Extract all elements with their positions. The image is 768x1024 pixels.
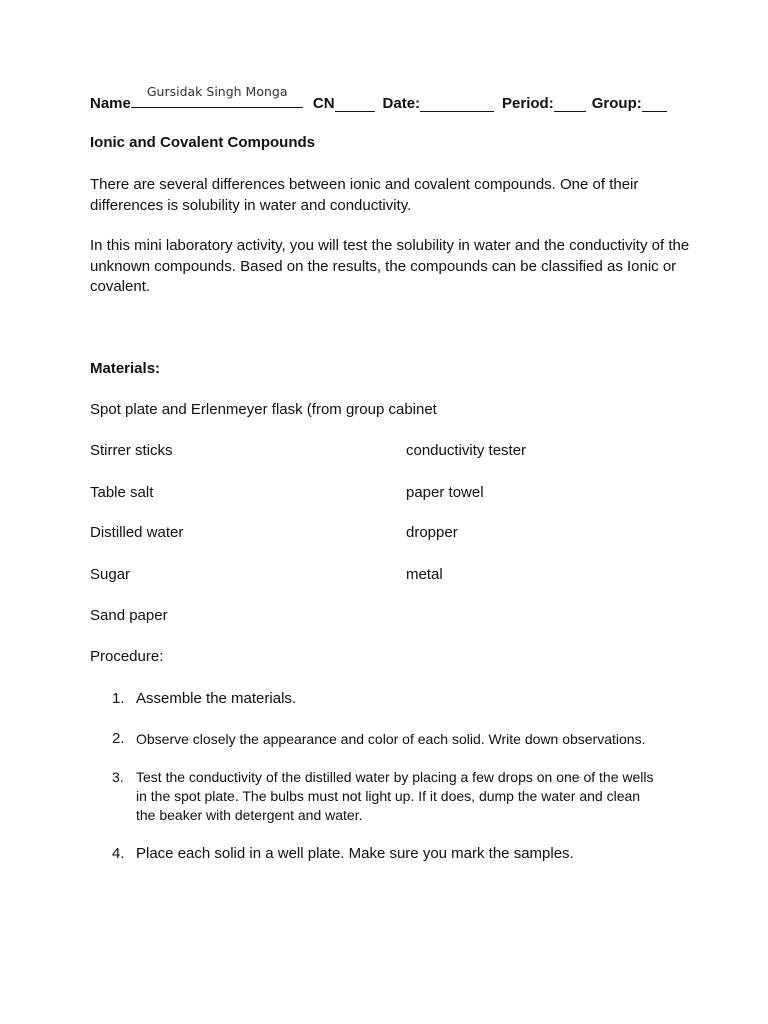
period-label: Period:	[502, 95, 554, 112]
material-item: metal	[406, 566, 443, 583]
material-item: Sand paper	[90, 607, 168, 624]
procedure-heading: Procedure:	[90, 648, 164, 665]
worksheet-title: Ionic and Covalent Compounds	[90, 134, 316, 151]
procedure-step	[112, 689, 672, 708]
materials-first-line: Spot plate and Erlenmeyer flask (from group cabinet	[90, 401, 437, 418]
cn-label: CN	[312, 95, 335, 112]
material-item: Sugar	[90, 566, 131, 583]
step-text: Observe closely the appearance and color of each solid. Write down observations.	[136, 731, 646, 747]
step-number: 3.	[112, 769, 124, 785]
period-blank[interactable]	[554, 97, 586, 112]
step-text: Place each solid in a well plate. Make sure you mark the samples.	[136, 845, 574, 862]
name-field[interactable]	[131, 84, 313, 112]
cn-blank[interactable]	[335, 97, 375, 112]
materials-heading: Materials:	[90, 360, 161, 377]
material-item: Stirrer sticks	[90, 442, 173, 459]
intro-paragraph-1: There are several differences between ionic and covalent compounds. One of their differences is solubility in water and conductivity.	[90, 176, 639, 214]
step-number: 1.	[112, 690, 125, 707]
header-row	[90, 84, 667, 112]
procedure-step	[112, 768, 662, 825]
intro-paragraph-2: In this mini laboratory activity, you will test the solubility in water and the conductivity of the unknown compounds. Based on the results, the compounds can be classified as Ionic or covalent.	[90, 237, 690, 295]
group-blank[interactable]	[642, 97, 667, 112]
procedure-step	[112, 730, 672, 748]
procedure-step	[112, 844, 672, 863]
material-item: conductivity tester	[406, 442, 527, 459]
step-number: 4.	[112, 845, 125, 862]
step-number: 2.	[112, 730, 125, 747]
material-item: Distilled water	[90, 524, 184, 541]
group-label: Group:	[591, 95, 642, 112]
material-item: paper towel	[406, 484, 484, 501]
material-item: Table salt	[90, 484, 154, 501]
name-value: Gursidak Singh Monga	[146, 84, 288, 99]
step-text: Test the conductivity of the distilled water by placing a few drops on one of the wells in the spot plate. The bulbs must not light up. If it does, dump the water and clean the beaker with detergent and water.	[136, 769, 654, 823]
date-blank[interactable]	[420, 97, 494, 112]
name-label: Name	[90, 95, 131, 112]
material-item: dropper	[406, 524, 458, 541]
step-text: Assemble the materials.	[136, 690, 297, 707]
date-label: Date:	[382, 95, 421, 112]
